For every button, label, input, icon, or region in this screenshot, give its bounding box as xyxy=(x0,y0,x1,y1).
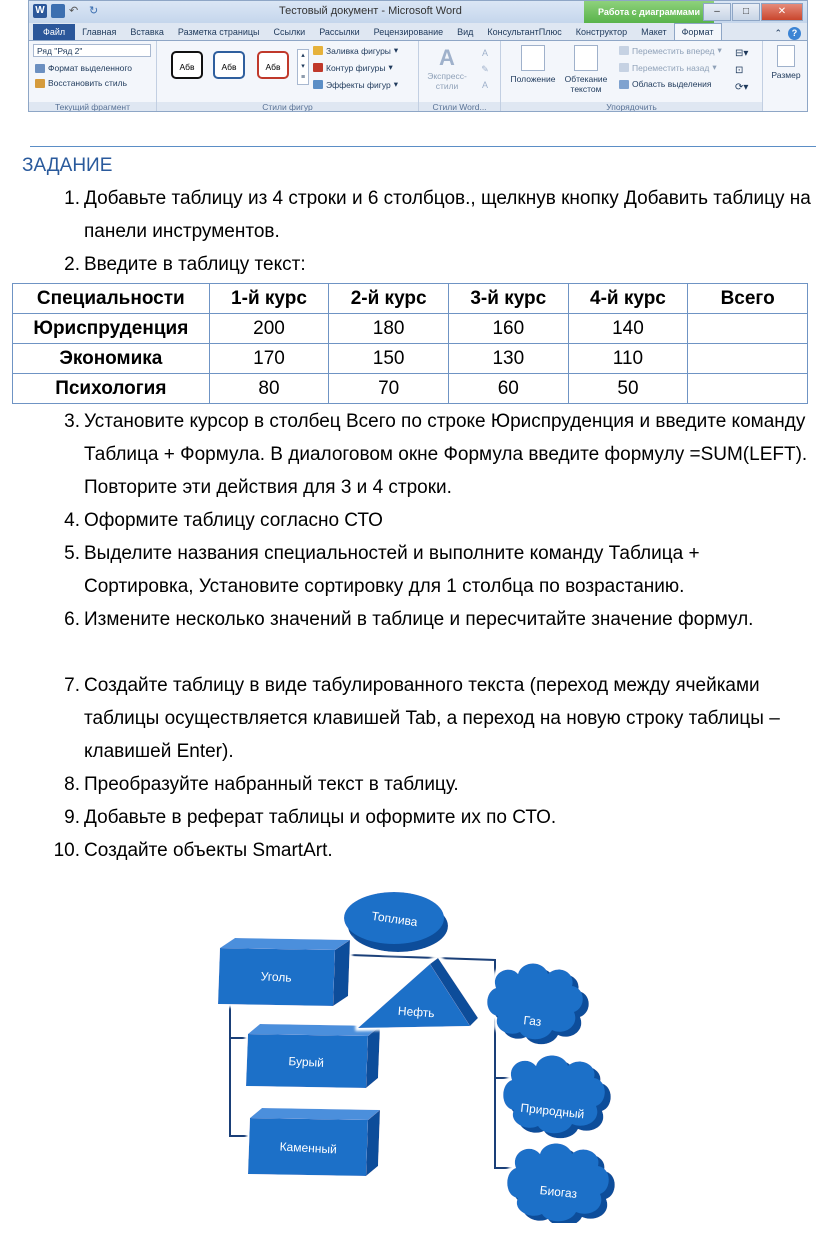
tab-consultant[interactable]: КонсультантПлюс xyxy=(487,27,562,37)
ribbon-body xyxy=(29,40,807,112)
ribbon-tabs xyxy=(29,23,807,40)
pen-icon xyxy=(313,63,323,72)
table-header-cell: 4-й курс xyxy=(568,284,688,314)
node-oil[interactable] xyxy=(358,958,478,1028)
position-button[interactable] xyxy=(507,45,559,84)
reset-style-icon xyxy=(35,79,45,88)
table-cell: 60 xyxy=(448,374,568,404)
group-shape-styles-label: Стили фигур xyxy=(157,102,418,112)
align-group-rotate-icons[interactable]: ⊟▾ ⊡ ⟳▾ xyxy=(735,48,749,93)
table-header-cell: Всего xyxy=(688,284,808,314)
tab-insert[interactable]: Вставка xyxy=(130,27,164,37)
group-arrange-label: Упорядочить xyxy=(501,102,762,112)
window-controls xyxy=(703,3,803,21)
tab-page-layout[interactable]: Разметка страницы xyxy=(177,27,260,37)
format-selection-button[interactable] xyxy=(35,63,132,73)
node-coal[interactable] xyxy=(218,938,350,1006)
shape-fill-button[interactable]: Заливка фигуры ▾ xyxy=(313,45,398,56)
node-natural-gas-label: Природный xyxy=(519,1100,585,1122)
task-text: Оформите таблицу согласно СТО xyxy=(84,510,383,531)
group-arrange xyxy=(501,41,763,112)
task-text: Преобразуйте набранный текст в таблицу. xyxy=(84,774,459,795)
save-icon[interactable] xyxy=(51,4,65,18)
task-text: Добавьте в реферат таблицы и оформите их по СТО. xyxy=(84,807,557,828)
table-cell: 160 xyxy=(448,314,568,344)
styles-gallery-scroll[interactable]: ▴ ▾ ≡ xyxy=(297,49,309,85)
minimize-button[interactable]: – xyxy=(703,3,731,21)
shape-effects-button[interactable]: Эффекты фигур ▾ xyxy=(313,79,398,90)
node-coal-label: Уголь xyxy=(260,969,292,985)
help-icon[interactable]: ? xyxy=(788,27,801,40)
table-row-header: Юриспруденция xyxy=(13,314,210,344)
table-cell: 50 xyxy=(568,374,688,404)
students-table xyxy=(12,283,808,404)
reset-style-button[interactable] xyxy=(35,78,127,88)
table-header-cell: Специальности xyxy=(13,284,210,314)
task-text: Установите курсор в столбец Всего по строке Юриспруденция и введите команду Таблица + Формула. В диалоговом окне Формула введите формулу =SUM(LEFT). Повторите эти действия для 3 и 4 строки. xyxy=(84,411,808,498)
selection-pane-icon xyxy=(619,80,629,89)
tab-view[interactable]: Вид xyxy=(457,27,474,37)
table-cell: 180 xyxy=(329,314,449,344)
wordart-a-icon: A xyxy=(439,45,455,70)
shape-outline-label: Контур фигуры xyxy=(326,62,386,73)
express-styles-button[interactable] xyxy=(423,45,471,91)
task-text: Выделите названия специальностей и выполните команду Таблица + Сортировка, Установите сортировку для 1 столбца по возрастанию. xyxy=(84,543,700,597)
shape-style-black[interactable]: Абв xyxy=(171,51,203,79)
title-bar xyxy=(29,1,807,23)
table-cell: 150 xyxy=(329,344,449,374)
node-fuels-label: Топлива xyxy=(370,908,419,930)
table-header-cell: 2-й курс xyxy=(329,284,449,314)
group-wordart xyxy=(419,41,501,112)
position-icon xyxy=(521,45,545,71)
selection-pane-button[interactable] xyxy=(619,79,711,89)
tab-design[interactable]: Конструктор xyxy=(575,27,628,37)
tab-home[interactable]: Главная xyxy=(82,27,117,37)
shape-style-blue[interactable]: Абв xyxy=(213,51,245,79)
wordart-mini-icons: A ✎ A xyxy=(481,48,489,90)
format-selection-label: Формат выделенного xyxy=(48,63,133,73)
table-cell: 200 xyxy=(209,314,329,344)
wrap-text-label: Обтекание текстом xyxy=(564,74,608,94)
node-gas-label: Газ xyxy=(522,1013,543,1029)
size-label: Размер xyxy=(771,70,801,80)
group-current-label: Текущий фрагмент xyxy=(29,102,156,112)
send-backward-icon xyxy=(619,63,629,72)
table-header-row xyxy=(13,284,808,314)
node-hard-coal-label: Каменный xyxy=(279,1139,338,1157)
tab-file[interactable]: Файл xyxy=(33,24,75,40)
wrap-text-icon xyxy=(574,45,598,71)
shape-effects-label: Эффекты фигур xyxy=(326,79,391,90)
wrap-text-button[interactable] xyxy=(561,45,611,94)
table-cell: 130 xyxy=(448,344,568,374)
size-icon xyxy=(777,45,795,67)
table-row xyxy=(13,314,808,344)
task-number: 8. xyxy=(64,774,80,795)
send-backward-label: Переместить назад xyxy=(632,62,710,73)
tab-review[interactable]: Рецензирование xyxy=(373,27,444,37)
task-number: 5. xyxy=(64,543,80,564)
task-number: 2. xyxy=(64,254,80,275)
task-number: 10. xyxy=(53,840,80,861)
group-size xyxy=(763,41,808,112)
table-header-cell: 3-й курс xyxy=(448,284,568,314)
assignment-heading: ЗАДАНИЕ xyxy=(22,155,113,176)
task-number: 6. xyxy=(64,609,80,630)
task-text: Добавьте таблицу из 4 строки и 6 столбцов., щелкнув кнопку Добавить таблицу на панели инструментов. xyxy=(84,188,811,242)
table-cell: 170 xyxy=(209,344,329,374)
shape-fill-label: Заливка фигуры xyxy=(326,45,391,56)
task-number: 3. xyxy=(64,411,80,432)
node-brown-coal[interactable] xyxy=(246,1024,380,1088)
table-row xyxy=(13,344,808,374)
table-cell: 80 xyxy=(209,374,329,404)
undo-icon[interactable]: ↶ xyxy=(69,5,79,17)
table-header-cell: 1-й курс xyxy=(209,284,329,314)
bring-forward-label: Переместить вперед xyxy=(632,45,715,56)
tab-format[interactable]: Формат xyxy=(674,23,722,40)
paint-bucket-icon xyxy=(313,46,323,55)
table-cell-total xyxy=(688,344,808,374)
redo-icon[interactable]: ↻ xyxy=(89,5,99,17)
group-shape-styles xyxy=(157,41,419,112)
shape-style-red[interactable]: Абв xyxy=(257,51,289,79)
task-number: 4. xyxy=(64,510,80,531)
table-cell-total xyxy=(688,374,808,404)
table-row-header: Психология xyxy=(13,374,210,404)
close-button[interactable]: ✕ xyxy=(761,3,803,21)
task-number: 9. xyxy=(64,807,80,828)
tab-mailings[interactable]: Рассылки xyxy=(319,27,360,37)
format-selection-icon xyxy=(35,64,45,73)
window-title: Тестовый документ - Microsoft Word xyxy=(279,5,462,17)
node-gas[interactable] xyxy=(487,964,589,1045)
word-app-icon[interactable]: W xyxy=(33,4,47,18)
node-biogas-label: Биогаз xyxy=(539,1183,578,1201)
table-cell: 140 xyxy=(568,314,688,344)
group-current-selection xyxy=(29,41,157,112)
task-number: 1. xyxy=(64,188,80,209)
table-row xyxy=(13,374,808,404)
tab-layout[interactable]: Макет xyxy=(641,27,667,37)
task-number: 7. xyxy=(64,675,80,696)
node-fuels[interactable] xyxy=(344,892,448,952)
tab-references[interactable]: Ссылки xyxy=(273,27,306,37)
collapse-ribbon-icon[interactable]: ⌃ xyxy=(774,28,782,38)
task-text: Введите в таблицу текст: xyxy=(84,254,306,275)
table-cell-total xyxy=(688,314,808,344)
size-button[interactable] xyxy=(767,45,805,80)
table-row-header: Экономика xyxy=(13,344,210,374)
table-cell: 110 xyxy=(568,344,688,374)
maximize-button[interactable]: □ xyxy=(732,3,760,21)
group-wordart-label: Стили Word... xyxy=(419,102,500,112)
node-oil-label: Нефть xyxy=(397,1003,436,1021)
fuel-smartart-diagram xyxy=(200,868,670,1223)
node-biogas[interactable] xyxy=(507,1144,615,1224)
chart-elements-combo[interactable]: Ряд "Ряд 2" xyxy=(33,44,151,57)
word-ribbon-screenshot xyxy=(28,0,808,112)
task-text: Создайте таблицу в виде табулированного текста (переход между ячейками таблицы осуществляется клавишей Tab, а переход на новую строку таблицы – клавишей Enter). xyxy=(84,675,780,762)
help-area xyxy=(774,27,807,40)
table-cell: 70 xyxy=(329,374,449,404)
position-label: Положение xyxy=(510,74,556,84)
chart-tools-context-label: Работа с диаграммами xyxy=(584,1,714,23)
header-divider xyxy=(30,146,816,147)
effects-icon xyxy=(313,80,323,89)
reset-style-label: Восстановить стиль xyxy=(48,78,128,88)
node-natural-gas[interactable] xyxy=(503,1056,611,1139)
bring-forward-button[interactable]: Переместить вперед ▾ xyxy=(619,45,722,56)
send-backward-button[interactable]: Переместить назад ▾ xyxy=(619,62,717,73)
task-text: Измените несколько значений в таблице и пересчитайте значение формул. xyxy=(84,609,754,630)
task-text: Создайте объекты SmartArt. xyxy=(84,840,333,861)
shape-outline-button[interactable]: Контур фигуры ▾ xyxy=(313,62,393,73)
selection-pane-label: Область выделения xyxy=(632,79,712,89)
node-brown-coal-label: Бурый xyxy=(288,1054,325,1070)
bring-forward-icon xyxy=(619,46,629,55)
node-hard-coal[interactable] xyxy=(248,1108,380,1176)
express-styles-label: Экспресс-стили xyxy=(427,71,467,91)
